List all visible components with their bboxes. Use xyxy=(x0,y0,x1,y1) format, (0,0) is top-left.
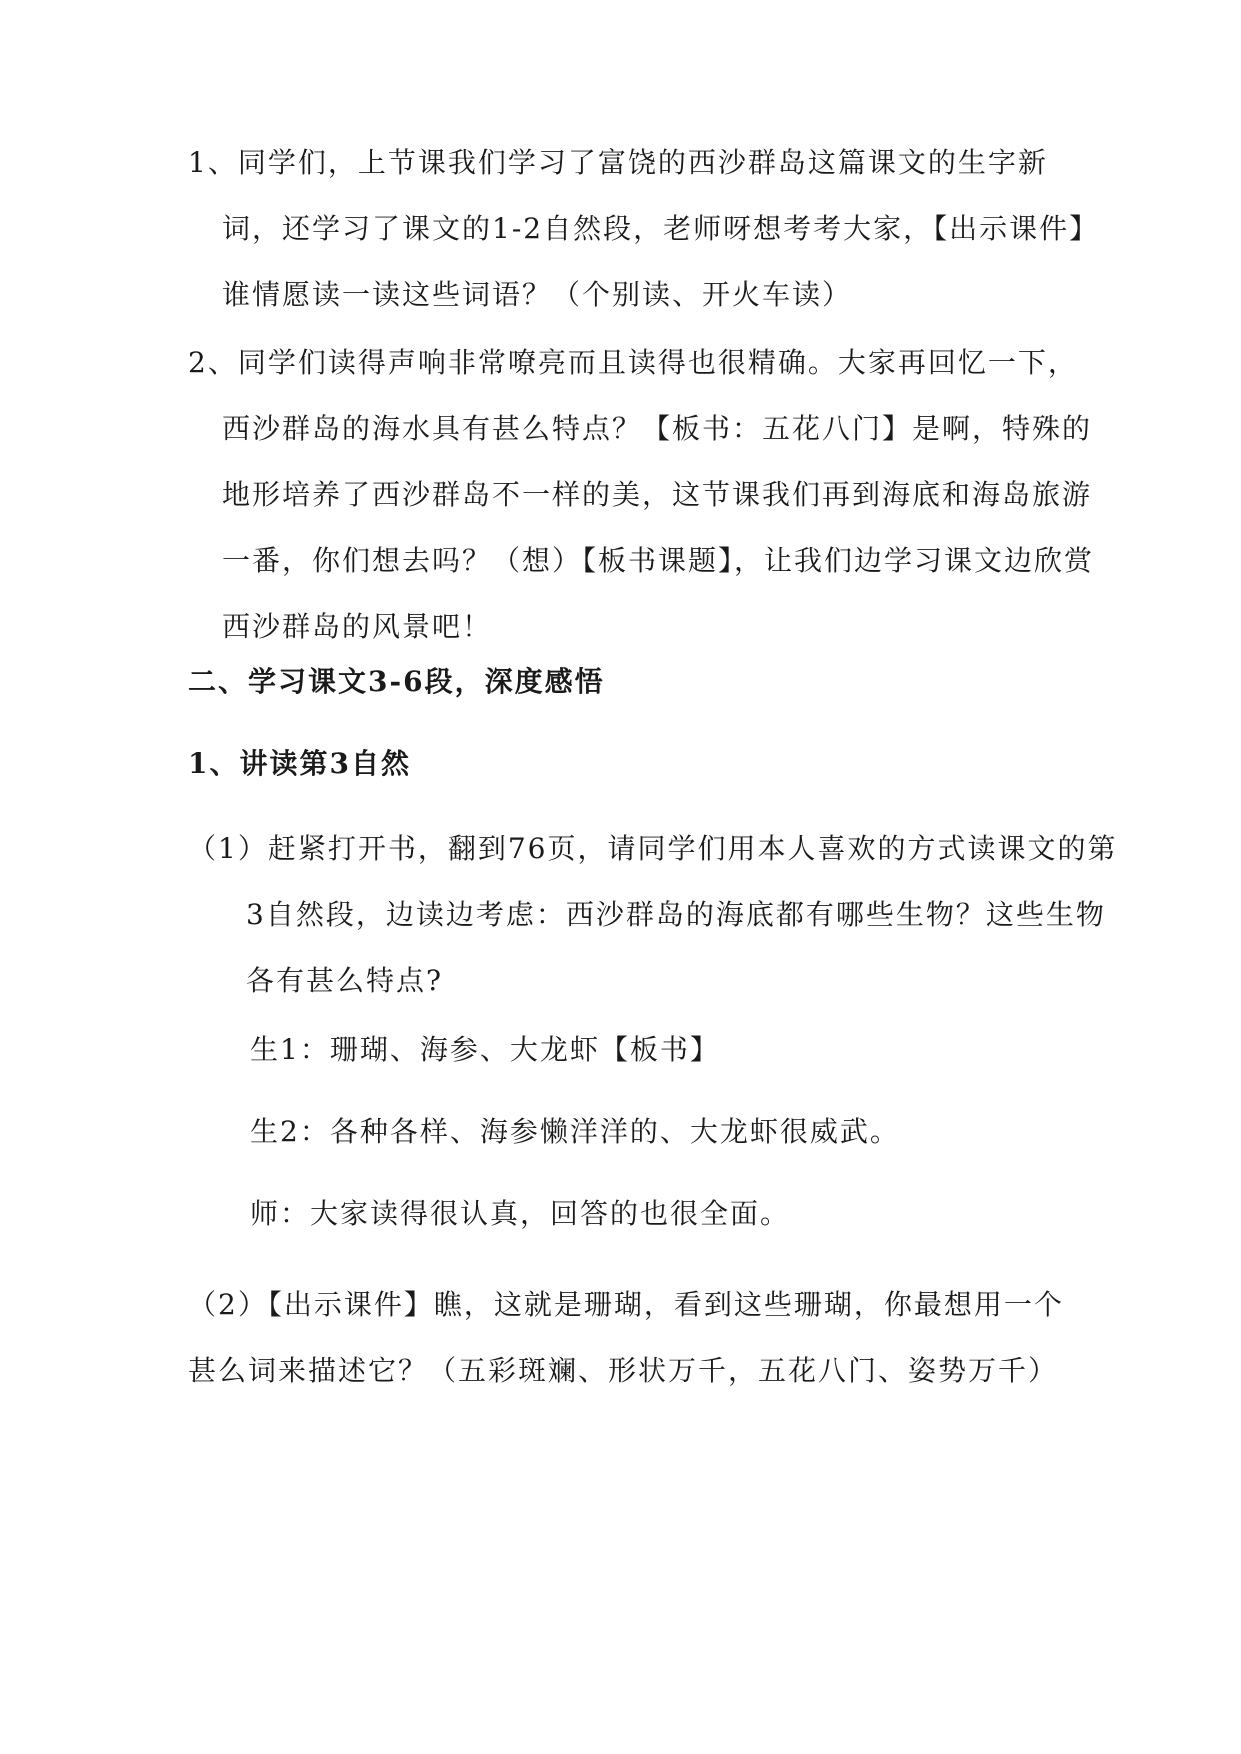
paragraph-coral: （2）【出示课件】瞧，这就是珊瑚，看到这些珊瑚，你最想用一个甚么词来描述它？（五彩斑斓、形状万千，五花八门、姿势万千） xyxy=(188,1288,1064,1387)
student-answer-2: 生2：各种各样、海参懒洋洋的、大龙虾很威武。 xyxy=(250,1115,900,1148)
paragraph-recall-features: 2、同学们读得声响非常嘹亮而且读得也很精确。大家再回忆一下，西沙群岛的海水具有甚么特点？【板书：五花八门】是啊，特殊的地形培养了西沙群岛不一样的美，这节课我们再到海底和海岛旅游一番，你们想去吗？（想）【板书课题】，让我们边学习课文边欣赏西沙群岛的风景吧！ xyxy=(188,346,1095,643)
section-heading-study: 二、学习课文3-6段，深度感悟 xyxy=(188,665,605,698)
teacher-comment: 师：大家读得很认真，回答的也很全面。 xyxy=(250,1197,791,1230)
paragraph-read-task: （1）赶紧打开书，翻到76页，请同学们用本人喜欢的方式读课文的第3自然段，边读边考虑：西沙群岛的海底都有哪些生物？这些生物各有甚么特点? xyxy=(188,832,1118,997)
student-answer-1: 生1：珊瑚、海参、大龙虾【板书】 xyxy=(250,1033,720,1066)
paragraph-review-words: 1、同学们，上节课我们学习了富饶的西沙群岛这篇课文的生字新词，还学习了课文的1-2自然段，老师呀想考考大家，【出示课件】谁情愿读一读这些词语？（个别读、开火车读） xyxy=(188,146,1100,311)
subsection-heading-read: 1、讲读第3自然 xyxy=(188,747,411,780)
